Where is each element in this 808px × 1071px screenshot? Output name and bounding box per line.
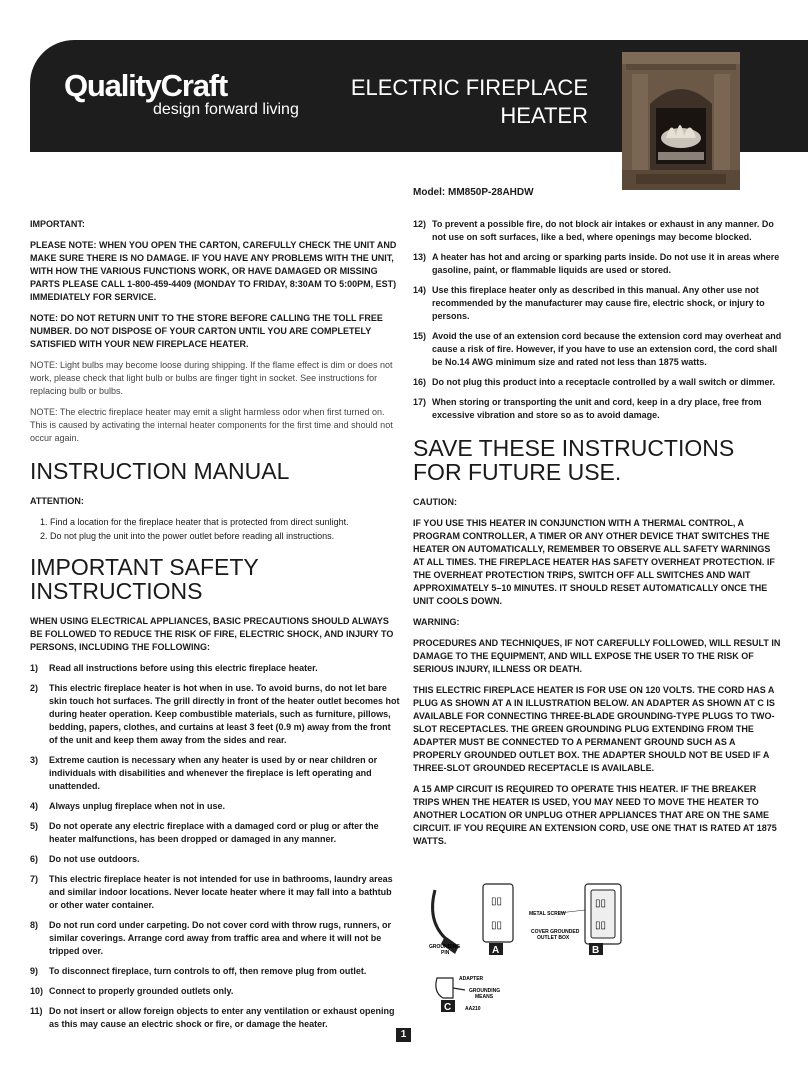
adapter-label: ADAPTER (459, 976, 484, 982)
list-item: 2. Do not plug the unit into the power outlet before reading all instructions. (40, 531, 335, 541)
list-item (30, 873, 400, 912)
safety-heading: IMPORTANT SAFETY INSTRUCTIONS (30, 554, 259, 604)
item-text: To prevent a possible fire, do not block air intakes or exhaust in any manner. Do not use on soft surfaces, like a bed, where openings may become blocked. (432, 219, 774, 242)
attention-list (30, 516, 400, 543)
adapter-tab (453, 988, 465, 990)
item-number: 4) (30, 801, 39, 811)
item-number: 3) (30, 755, 39, 765)
item-number: 9) (30, 966, 39, 976)
item-number: 15) (413, 331, 427, 341)
outlet-a-icon (483, 884, 513, 942)
label-c: C (444, 1002, 452, 1013)
page-title (351, 74, 588, 130)
list-item: 1. Find a location for the fireplace heater that is protected from direct sunlight. (40, 517, 349, 527)
socket-icon: ▯▯ (491, 896, 503, 907)
brand-tagline: design forward living (153, 101, 299, 118)
item-number: 8) (30, 920, 39, 930)
grounding-diagram (425, 880, 655, 1020)
fireplace-photo (622, 52, 740, 190)
item-number: 11) (30, 1006, 43, 1016)
item-text: Read all instructions before using this electric fireplace heater. (49, 663, 318, 673)
list-item (413, 251, 783, 277)
item-text: Extreme caution is necessary when any heater is used by or near children or individuals with disabilities and whenever the fireplace is left operating and unattended. (49, 755, 378, 791)
cord-line (433, 890, 445, 938)
list-item (413, 396, 783, 422)
item-number: 5) (30, 821, 39, 831)
item-text: This electric fireplace heater is not intended for use in bathrooms, laundry areas and similar indoor locations. Never locate heater where it may fall into a bathtub or other water container. (49, 874, 393, 910)
metal-screw-label: METAL SCREW (529, 911, 566, 917)
note-odor (30, 406, 400, 445)
socket-icon: ▯▯ (595, 898, 607, 909)
adapter-icon (436, 978, 453, 998)
instruction-manual-heading: INSTRUCTION MANUAL (30, 458, 290, 484)
grounding-pin-label: GROUNDING (429, 944, 461, 950)
diagram-code: AA210 (465, 1006, 481, 1012)
item-text: To disconnect fireplace, turn controls to off, then remove plug from outlet. (49, 966, 367, 976)
page-number: 1 (396, 1028, 411, 1042)
item-text: Connect to properly grounded outlets only. (49, 986, 234, 996)
note-label: NOTE: (30, 360, 58, 370)
list-item (30, 965, 400, 978)
safety-list (30, 662, 400, 1031)
list-item (30, 985, 400, 998)
attention-label: ATTENTION: (30, 496, 84, 506)
item-text: Always unplug fireplace when not in use. (49, 801, 226, 811)
list-item (30, 682, 400, 747)
item-text: Do not operate any electric fireplace with a damaged cord or plug or after the heater malfunctions, has been dropped or damaged in any manner. (49, 821, 379, 844)
note-text: The electric fireplace heater may emit a slight harmless odor when first turned on. This is caused by activating the internal heater components for the first time and should not occur again. (30, 407, 393, 443)
important-label: IMPORTANT: (30, 219, 85, 229)
item-number: 17) (413, 397, 427, 407)
save-line-1: SAVE THESE INSTRUCTIONS (413, 435, 735, 461)
note-text: Light bulbs may become loose during shipping. If the flame effect is dim or does not work, please check that light bulb or bulbs are finger tight in socket. See instructions for replacing bulb or bulbs. (30, 360, 393, 396)
list-item (30, 853, 400, 866)
list-item (413, 376, 783, 389)
caution-text: IF YOU USE THIS HEATER IN CONJUNCTION WITH A THERMAL CONTROL, A PROGRAM CONTROLLER, A TIMER OR ANY OTHER DEVICE THAT SWITCHES THE HEATER ON AUTOMATICALLY, REMEMBER TO OBSERVE ALL SAFETY WARNINGS AT ALL TIMES. THE FIREPLACE HEATER HAS SAFETY OVERHEAT PROTECTION. IF THE OVERHEAT PROTECTION TRIPS, SWITCH OFF ALL SWITCHES AND WAIT APPROXIMATELY 5–10 MINUTES. IT SHOULD RESET AUTOMATICALLY ONCE THE UNIT COOLS DOWN. (413, 518, 775, 606)
item-number: 16) (413, 377, 427, 387)
save-line-2: FOR FUTURE USE. (413, 459, 622, 485)
label-a: A (492, 945, 500, 956)
item-text: Do not plug this product into a receptacle controlled by a wall switch or dimmer. (432, 377, 776, 387)
list-item (413, 330, 783, 369)
warning-text: PROCEDURES AND TECHNIQUES, IF NOT CAREFULLY FOLLOWED, WILL RESULT IN DAMAGE TO THE EQUIPMENT, AND WILL EXPOSE THE USER TO THE RISK OF SERIOUS INJURY, ILLNESS OR DEATH. (413, 638, 781, 674)
caution-label: CAUTION: (413, 497, 457, 507)
grounding-means-label-1: GROUNDING (469, 988, 501, 994)
safety-intro: WHEN USING ELECTRICAL APPLIANCES, BASIC PRECAUTIONS SHOULD ALWAYS BE FOLLOWED TO REDUCE THE RISK OF FIRE, ELECTRIC SHOCK, AND INJURY TO PERSONS, INCLUDING THE FOLLOWING: (30, 616, 394, 652)
list-item (30, 820, 400, 846)
note-label: NOTE: (30, 407, 58, 417)
socket-icon: ▯▯ (491, 920, 503, 931)
note-return: NOTE: DO NOT RETURN UNIT TO THE STORE BEFORE CALLING THE TOLL FREE NUMBER. DO NOT DISPOSE OF YOUR CARTON UNTIL YOU ARE COMPLETELY SATISFIED WITH YOUR NEW FIREPLACE HEATER. (30, 313, 383, 349)
title-line-2: HEATER (500, 103, 588, 128)
save-instructions-heading (413, 436, 783, 484)
item-text: Do not use outdoors. (49, 854, 140, 864)
warning-label: WARNING: (413, 617, 460, 627)
item-number: 6) (30, 854, 39, 864)
list-item (30, 919, 400, 958)
item-text: This electric fireplace heater is hot when in use. To avoid burns, do not let bare skin touch hot surfaces. The grill directly in front of the heater outlet becomes hot during heater operation. Keep combustible materials, such as furniture, pillows, bedding, papers, clothes, and curtains at least 3 feet (0.9 m) away from the front of the unit and keep them away from the sides and rear. (49, 683, 400, 745)
item-number: 13) (413, 252, 427, 262)
item-text: Avoid the use of an extension cord because the extension cord may overheat and cause a risk of fire. However, if you have to use an extension cord, the cord shall be No.14 AWG minimum size and rated not less than 1875 watts. (432, 331, 782, 367)
list-item (413, 218, 783, 244)
amp-text: A 15 AMP CIRCUIT IS REQUIRED TO OPERATE THIS HEATER. IF THE BREAKER TRIPS WHEN THE HEATER IS USED, YOU MAY NEED TO MOVE THE HEATER TO ANOTHER LOCATION OR UNPLUG OTHER APPLIANCES THAT ARE ON THE SAME CIRCUIT. IF YOU REQUIRE AN EXTENSION CORD, USE ONE THAT IS RATED AT 1875 WATTS. (413, 784, 777, 846)
item-number: 1) (30, 663, 39, 673)
item-text: A heater has hot and arcing or sparking parts inside. Do not use it in areas where gasoline, paint, or flammable liquids are used or stored. (432, 252, 780, 275)
pin-label: PIN (441, 950, 450, 956)
item-number: 12) (413, 219, 427, 229)
title-line-1: ELECTRIC FIREPLACE (350, 75, 588, 100)
socket-icon: ▯▯ (595, 920, 607, 931)
volts-text: THIS ELECTRIC FIREPLACE HEATER IS FOR USE ON 120 VOLTS. THE CORD HAS A PLUG AS SHOWN AT A IN ILLUSTRATION BELOW. AN ADAPTER AS SHOWN AT C IS AVAILABLE FOR CONNECTING THREE-BLADE GROUNDING-TYPE PLUGS TO TWO-SLOT RECEPTACLES. THE GREEN GROUNDING PLUG EXTENDING FROM THE ADAPTER MUST BE CONNECTED TO A PERMANENT GROUND SUCH AS A PROPERLY GROUNDED OUTLET BOX. THE ADAPTER SHOULD NOT BE USED IF A THREE-SLOT GROUNDED RECEPTACLE IS AVAILABLE. (413, 685, 775, 773)
item-number: 14) (413, 285, 427, 295)
item-text: Do not run cord under carpeting. Do not cover cord with throw rugs, runners, or similar coverings. Arrange cord away from traffic area and where it will not be tripped over. (49, 920, 392, 956)
outlet-box-label: OUTLET BOX (537, 935, 570, 941)
model-number: Model: MM850P-28AHDW (413, 187, 534, 198)
brand-logo: QualityCraft (64, 68, 228, 103)
grounding-means-label-2: MEANS (475, 994, 494, 1000)
item-text: Do not insert or allow foreign objects to enter any ventilation or exhaust opening as this may cause an electric shock or fire, or damage the heater. (49, 1006, 395, 1029)
item-number: 10) (30, 986, 44, 996)
item-text: Use this fireplace heater only as described in this manual. Any other use not recommended by the manufacturer may cause fire, electric shock, or injury to persons. (432, 285, 765, 321)
right-column (413, 218, 783, 856)
list-item (30, 800, 400, 813)
item-number: 2) (30, 683, 39, 693)
safety-list-continued (413, 218, 783, 422)
item-number: 7) (30, 874, 39, 884)
list-item (30, 662, 400, 675)
please-note: PLEASE NOTE: WHEN YOU OPEN THE CARTON, CAREFULLY CHECK THE UNIT AND MAKE SURE THERE IS NO DAMAGE. IF YOU HAVE ANY PROBLEMS WITH THE UNIT, WITH HOW THE VARIOUS FUNCTIONS WORK, OR HAVE DAMAGED OR MISSING PARTS PLEASE CALL 1-800-459-4409 (MONDAY TO FRIDAY, 8:30AM TO 5:00PM, EST) IMMEDIATELY FOR SERVICE. (30, 240, 397, 302)
list-item (413, 284, 783, 323)
label-b: B (592, 945, 600, 956)
note-bulbs (30, 359, 400, 398)
cover-grounded-label: COVER GROUNDED (531, 929, 580, 935)
left-column (30, 218, 400, 1038)
list-item (30, 1005, 400, 1031)
item-text: When storing or transporting the unit and cord, keep in a dry place, free from excessive vibration and store so as to avoid damage. (432, 397, 762, 420)
list-item (30, 754, 400, 793)
